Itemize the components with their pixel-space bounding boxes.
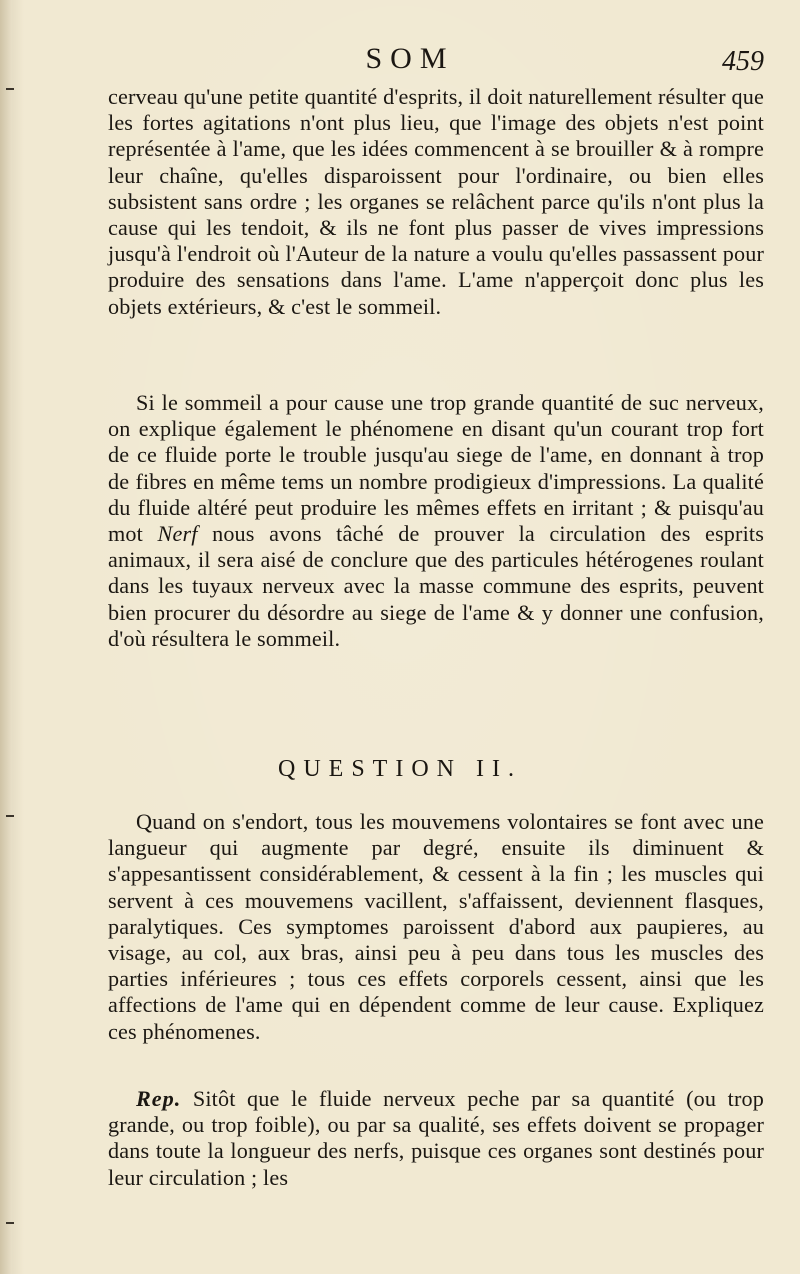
- paragraph-2-start: Si le sommeil a pour cause une trop grande quantité de suc nerveux, on explique également le phénomene en disant qu'un courant trop fort de ce fluide porte le trouble jusqu'au siege de l'ame, en donnant à trop de fibres en même tems un nombre prodigieux d'impressions. La qualité du fluide altéré peut produire les mêmes effets en irritant ; & puisqu'au mot: [108, 390, 764, 547]
- paragraph-4-text: [108, 1086, 764, 1191]
- page-number: 459: [722, 46, 764, 77]
- page-left-edge: [0, 0, 12, 1274]
- paragraph-4-body: Sitôt que le fluide nerveux peche par sa quantité (ou trop grande, ou trop foible), ou par sa qualité, ses effets doivent se propager dans toute la longueur des nerfs, puisque ces organes sont destinés pour leur circulation ; les: [108, 1086, 764, 1190]
- paragraph-3-text: Quand on s'endort, tous les mouvemens volontaires se font avec une langueur qui augmente par degré, ensuite ils diminuent & s'appesantissent considérablement, & cessent à la fin ; les muscles qui servent à ces mouvemens vacillent, s'affaissent, deviennent flasques, paralytiques. Ces symptomes paroissent d'abord aux paupieres, au visage, au col, aux bras, ainsi peu à peu dans tous les muscles des parties inférieures ; tous ces effets corporels cessent, ainsi que les affections de l'ame qui en dépendent comme de leur cause. Expliquez ces phénomenes.: [108, 809, 764, 1044]
- paragraph-2-text: [108, 390, 764, 652]
- paragraph-2: [108, 390, 764, 652]
- margin-mark: [6, 1222, 14, 1224]
- margin-mark: [6, 88, 14, 90]
- paragraph-3: [108, 809, 764, 1045]
- question-heading: QUESTION II.: [278, 756, 522, 782]
- paragraph-1: [108, 84, 764, 320]
- running-head: [0, 42, 800, 82]
- margin-mark: [6, 815, 14, 817]
- paragraph-4: [108, 1086, 764, 1191]
- running-head-title: SOM: [365, 42, 455, 75]
- paragraph-2-italic-term: Nerf: [157, 521, 198, 547]
- paragraph-2-end: nous avons tâché de prouver la circulation des esprits animaux, il sera aisé de conclure que des particules hétérogenes roulant dans les tuyaux nerveux avec la masse commune des esprits, peuvent bien procurer du désordre au siege de l'ame & y donner une confusion, d'où résultera le sommeil.: [108, 521, 764, 651]
- paragraph-1-text: cerveau qu'une petite quantité d'esprits, il doit naturellement résulter que les fortes agitations n'ont plus lieu, que l'image des objets n'est point représentée à l'ame, que les idées commencent à se brouiller & à rompre leur chaîne, qu'elles disparoissent pour l'ordinaire, ou bien elles subsistent sans ordre ; les organes se relâchent parce qu'ils n'ont plus la cause qui les tendoit, & ils ne font plus passer de vives impressions jusqu'à l'endroit où l'Auteur de la nature a voulu qu'elles passassent pour produire des sensations dans l'ame. L'ame n'apperçoit donc plus les objets extérieurs, & c'est le sommeil.: [108, 84, 764, 319]
- response-label: Rep.: [136, 1086, 182, 1111]
